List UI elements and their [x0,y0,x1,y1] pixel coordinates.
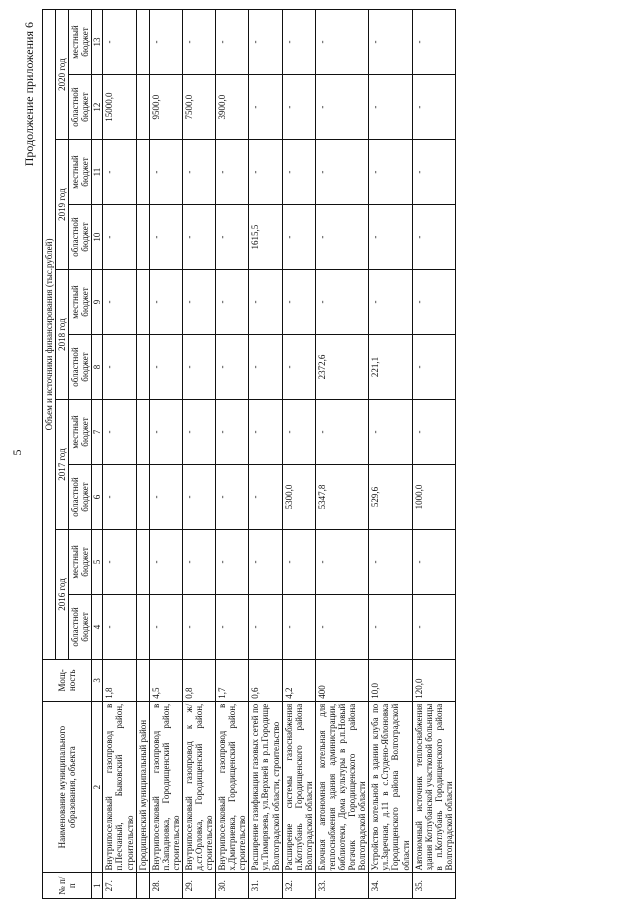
regional-budget-cell: - [249,75,282,140]
table-row [103,10,136,899]
regional-budget-cell: - [282,335,315,400]
regional-budget-cell: - [412,205,455,270]
regional-budget-cell: - [369,594,412,659]
continuation-title: Продолжение приложения 6 [22,22,36,167]
section-empty-cell [136,529,149,594]
section-empty-cell [136,659,149,701]
regional-budget-cell: - [282,205,315,270]
header-year-2018: 2018 год [56,270,69,400]
column-index-cell: 9 [92,270,103,335]
regional-budget-cell: - [412,594,455,659]
regional-budget-cell: - [249,465,282,530]
object-name: Блочная автономная котельная для теплоснабжения здания администрации, библиотеки, Дома культуры в р.п.Новый Рогачик Городищенского района Волгоградской области [315,701,368,873]
local-budget-cell: - [216,140,249,205]
object-name: Автономный источник теплоснабжения здания Котлубанской участковой больницы в п.Котлубань Городищенского района Волгоградской области [412,701,455,873]
row-number: 34. [369,873,412,899]
header-local-budget: местный бюджет [69,270,92,335]
capacity-cell: 4,2 [282,659,315,701]
capacity-cell: 1,8 [103,659,136,701]
local-budget-cell: - [282,140,315,205]
header-local-budget: местный бюджет [69,529,92,594]
row-number: 27. [103,873,136,899]
local-budget-cell: - [149,529,182,594]
local-budget-cell: - [369,400,412,465]
row-number: 29. [182,873,215,899]
object-name: Расширение системы газоснабжения п.Котлубань Городищенского района Волгоградской области [282,701,315,873]
regional-budget-cell: - [149,335,182,400]
section-empty-cell [136,140,149,205]
capacity-cell: 0,8 [182,659,215,701]
capacity-cell: 1,7 [216,659,249,701]
regional-budget-cell: 1615,5 [249,205,282,270]
header-regional-budget: областной бюджет [69,335,92,400]
table-row [249,10,282,899]
regional-budget-cell: - [412,75,455,140]
table-row [412,10,455,899]
regional-budget-cell: - [182,335,215,400]
local-budget-cell: - [315,10,368,75]
section-empty-cell [136,335,149,400]
row-number: 33. [315,873,368,899]
row-number: 32. [282,873,315,899]
capacity-cell: 4,5 [149,659,182,701]
section-row [136,10,149,899]
regional-budget-cell: - [103,335,136,400]
regional-budget-cell: - [315,75,368,140]
table-row [216,10,249,899]
regional-budget-cell: - [369,205,412,270]
local-budget-cell: - [216,400,249,465]
header-local-budget: местный бюджет [69,400,92,465]
column-index-row [92,10,103,899]
table-row [149,10,182,899]
regional-budget-cell: 5300,0 [282,465,315,530]
object-name: Расширение газификации газовых сетей по ул.Тимирязева, ул.Верхней в р.п.Городище Волгоградской области, строительство [249,701,282,873]
local-budget-cell: - [216,529,249,594]
local-budget-cell: - [182,140,215,205]
header-regional-budget: областной бюджет [69,465,92,530]
regional-budget-cell: - [369,75,412,140]
regional-budget-cell: - [149,594,182,659]
regional-budget-cell: - [182,594,215,659]
column-index-cell: 4 [92,594,103,659]
regional-budget-cell: - [182,465,215,530]
header-year-2020: 2020 год [56,10,69,140]
local-budget-cell: - [249,270,282,335]
section-empty-cell [136,75,149,140]
table-row [182,10,215,899]
regional-budget-cell: - [282,594,315,659]
header-regional-budget: областной бюджет [69,594,92,659]
object-name: Устройство котельной в здании клуба по ул.Заречная, д.11 в с.Студено-Яблоновка Городищенского района Волгоградской области [369,701,412,873]
local-budget-cell: - [282,270,315,335]
regional-budget-cell: 1000,0 [412,465,455,530]
section-empty-cell [136,873,149,899]
regional-budget-cell: 3900,0 [216,75,249,140]
row-number: 28. [149,873,182,899]
local-budget-cell: - [369,529,412,594]
section-empty-cell [136,594,149,659]
local-budget-cell: - [369,10,412,75]
header-name: Наименование муниципального образования, объекта [43,701,92,873]
column-index-cell: 11 [92,140,103,205]
capacity-cell: 0,6 [249,659,282,701]
regional-budget-cell: - [216,335,249,400]
local-budget-cell: - [412,270,455,335]
regional-budget-cell: - [103,594,136,659]
regional-budget-cell: - [216,205,249,270]
regional-budget-cell: 7500,0 [182,75,215,140]
regional-budget-cell: 221,1 [369,335,412,400]
column-index-cell: 2 [92,701,103,873]
header-local-budget: местный бюджет [69,10,92,75]
regional-budget-cell: - [149,465,182,530]
regional-budget-cell: - [315,205,368,270]
capacity-cell: 400 [315,659,368,701]
local-budget-cell: - [249,10,282,75]
capacity-cell: 10,0 [369,659,412,701]
regional-budget-cell: 2372,6 [315,335,368,400]
local-budget-cell: - [369,270,412,335]
header-finance: Объем и источники финансирования (тыс.рублей) [43,10,56,660]
object-name: Внутрипоселковый газопровод в п.Песчаный, Быковский район, строительство [103,701,136,873]
column-index-cell: 13 [92,10,103,75]
object-name: Внутрипоселковый газопровод к ж/д.ст.Орловка, Городищенский район, строительство [182,701,215,873]
column-index-cell: 10 [92,205,103,270]
local-budget-cell: - [103,140,136,205]
local-budget-cell: - [249,400,282,465]
regional-budget-cell: 5347,8 [315,465,368,530]
regional-budget-cell: 15000,0 [103,75,136,140]
regional-budget-cell: - [103,465,136,530]
header-no: № п/п [43,873,92,899]
local-budget-cell: - [149,270,182,335]
local-budget-cell: - [412,529,455,594]
column-index-cell: 7 [92,400,103,465]
local-budget-cell: - [315,400,368,465]
section-empty-cell [136,10,149,75]
local-budget-cell: - [149,400,182,465]
row-number: 35. [412,873,455,899]
column-index-cell: 3 [92,659,103,701]
row-number: 30. [216,873,249,899]
local-budget-cell: - [412,400,455,465]
local-budget-cell: - [103,400,136,465]
regional-budget-cell: - [149,205,182,270]
local-budget-cell: - [149,10,182,75]
header-regional-budget: областной бюджет [69,205,92,270]
section-empty-cell [136,400,149,465]
local-budget-cell: - [369,140,412,205]
local-budget-cell: - [216,270,249,335]
section-title: Городищенский муниципальный район [136,701,149,873]
header-local-budget: местный бюджет [69,140,92,205]
header-year-2019: 2019 год [56,140,69,270]
local-budget-cell: - [103,270,136,335]
local-budget-cell: - [412,10,455,75]
table-row [282,10,315,899]
header-capacity: Мощ-ность [43,659,92,701]
local-budget-cell: - [315,529,368,594]
local-budget-cell: - [149,140,182,205]
local-budget-cell: - [282,400,315,465]
column-index-cell: 8 [92,335,103,400]
local-budget-cell: - [103,529,136,594]
header-year-2017: 2017 год [56,400,69,530]
local-budget-cell: - [315,270,368,335]
column-index-cell: 1 [92,873,103,899]
regional-budget-cell: - [216,465,249,530]
local-budget-cell: - [249,140,282,205]
local-budget-cell: - [216,10,249,75]
regional-budget-cell: - [315,594,368,659]
section-empty-cell [136,270,149,335]
regional-budget-cell: 9500,0 [149,75,182,140]
section-empty-cell [136,205,149,270]
regional-budget-cell: - [412,335,455,400]
local-budget-cell: - [412,140,455,205]
regional-budget-cell: 529,6 [369,465,412,530]
page-number: 5 [10,449,24,456]
table-body [103,10,456,899]
local-budget-cell: - [315,140,368,205]
regional-budget-cell: - [103,205,136,270]
column-index-cell: 12 [92,75,103,140]
local-budget-cell: - [182,270,215,335]
regional-budget-cell: - [249,335,282,400]
row-number: 31. [249,873,282,899]
local-budget-cell: - [282,10,315,75]
regional-budget-cell: - [216,594,249,659]
capacity-cell: 120,0 [412,659,455,701]
section-empty-cell [136,465,149,530]
table-row [369,10,412,899]
local-budget-cell: - [182,10,215,75]
regional-budget-cell: - [182,205,215,270]
local-budget-cell: - [103,10,136,75]
header-year-2016: 2016 год [56,529,69,659]
local-budget-cell: - [249,529,282,594]
local-budget-cell: - [182,529,215,594]
object-name: Внутрипоселковый газопровод в п.Западновка, Городищенский район, строительство [149,701,182,873]
column-index-cell: 6 [92,465,103,530]
table-row [315,10,368,899]
regional-budget-cell: - [249,594,282,659]
local-budget-cell: - [282,529,315,594]
column-index-cell: 5 [92,529,103,594]
regional-budget-cell: - [282,75,315,140]
financing-table [42,9,456,899]
object-name: Внутрипоселковый газопровод в х.Дмитриевка, Городищенский район, строительство [216,701,249,873]
header-regional-budget: областной бюджет [69,75,92,140]
local-budget-cell: - [182,400,215,465]
